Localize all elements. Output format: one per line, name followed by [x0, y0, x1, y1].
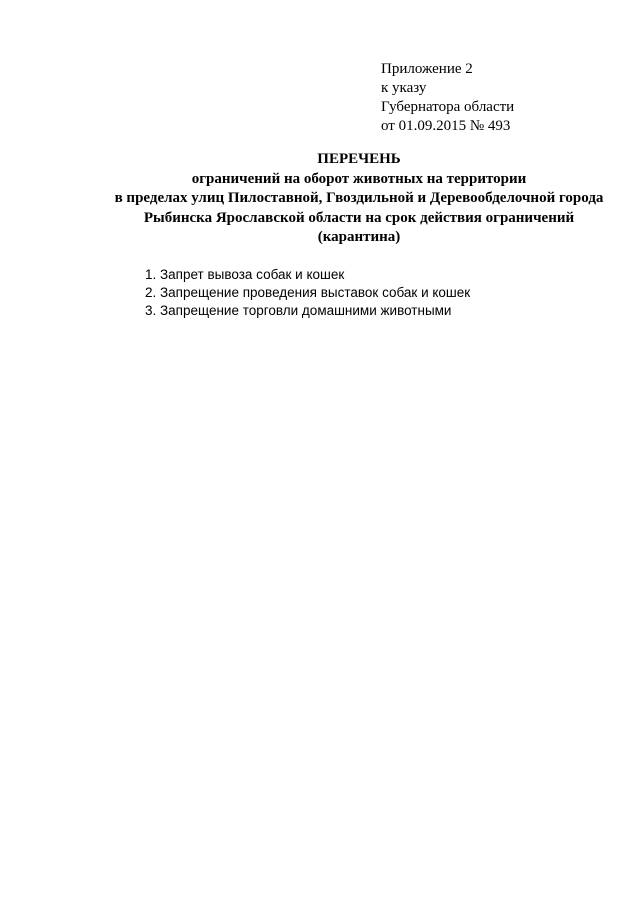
document-title: [80, 150, 638, 248]
appendix-line: Губернатора области: [381, 99, 515, 115]
title-line: (карантина): [317, 229, 401, 245]
list-item: 3. Запрещение торговли домашними животными: [145, 303, 452, 318]
list-item: 2. Запрещение проведения выставок собак и кошек: [145, 285, 471, 300]
appendix-date-number: от 01.09.2015 № 493: [381, 118, 511, 134]
restrictions-list: [145, 266, 605, 320]
title-line: ограничений на оборот животных на территории: [191, 170, 527, 187]
appendix-line: Приложение 2: [381, 61, 473, 77]
title-heading: ПЕРЕЧЕНЬ: [317, 151, 401, 167]
title-line: Рыбинска Ярославской области на срок действия ограничений: [143, 209, 575, 226]
title-line: в пределах улиц Пилоставной, Гвоздильной и Деревообделочной города: [114, 190, 604, 206]
appendix-line: к указу: [381, 80, 427, 96]
list-item: 1. Запрет вывоза собак и кошек: [145, 267, 345, 282]
appendix-header: [381, 60, 611, 136]
